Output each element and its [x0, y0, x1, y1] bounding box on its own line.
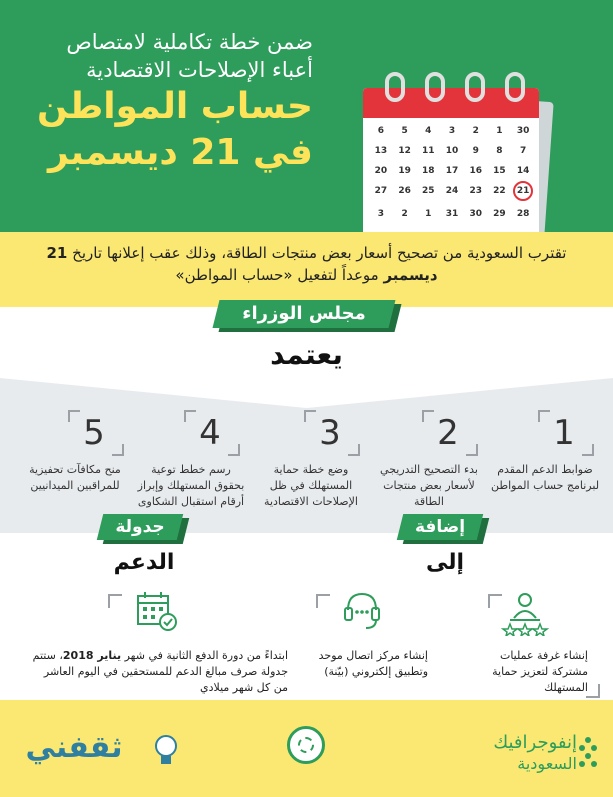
step-number: 4	[199, 413, 221, 453]
step-number-frame	[180, 410, 240, 456]
emblem-seal-icon	[287, 726, 325, 764]
intro-text	[20, 242, 593, 286]
header-title-2: في 21 ديسمبر	[47, 132, 313, 173]
addition-label: إضافة	[414, 517, 466, 537]
calendar-day: 7	[520, 146, 527, 156]
calendar-ring-icon	[385, 72, 405, 102]
intro-band	[0, 232, 613, 307]
calendar-day: 26	[398, 186, 411, 196]
calendar-day: 16	[469, 166, 482, 176]
step-number-frame	[534, 410, 594, 456]
brand-line-1: إنفوجرافيك	[493, 732, 577, 753]
emblem-inner	[298, 737, 314, 753]
step-text: منح مكافآت تحفيزية للمراقبين الميدانيين	[29, 463, 121, 492]
team-stars-icon	[500, 592, 550, 636]
calendar-illustration	[363, 68, 543, 232]
brand-logo	[493, 732, 577, 774]
calendar-day: 30	[516, 126, 530, 136]
calendar-day: 11	[422, 146, 435, 156]
step-2	[374, 410, 484, 510]
calendar-day: 8	[496, 146, 503, 156]
calendar-day: 21	[513, 181, 533, 201]
calendar-check-icon	[134, 590, 178, 632]
calendar-ring-icon	[465, 72, 485, 102]
header-title-1: حساب المواطن	[36, 86, 313, 127]
watermark-logo: ثقفني	[25, 730, 123, 765]
header-line-1: ضمن خطة تكاملية لامتصاص	[66, 30, 313, 54]
step-3	[256, 410, 366, 510]
header-band	[0, 0, 613, 232]
calendar-day: 3	[448, 126, 456, 136]
step-text: ضوابط الدعم المقدم لبرنامج حساب المواطن	[490, 463, 600, 492]
schedule-label: جدولة	[115, 517, 165, 537]
calendar-day: 9	[472, 146, 479, 156]
calendar-grid	[369, 124, 535, 221]
step-number: 3	[319, 413, 341, 453]
to-heading: إلى	[425, 550, 465, 575]
header-text	[13, 28, 313, 176]
frame-corner	[316, 594, 330, 608]
frame-corner	[586, 684, 600, 698]
calendar-day: 5	[401, 126, 408, 136]
calendar-day: 28	[516, 209, 530, 219]
brand-line-2: السعودية	[517, 754, 577, 773]
council-label: مجلس الوزراء	[242, 303, 366, 324]
calendar-day: 3	[377, 209, 384, 219]
intro-date: 21 ديسمبر	[46, 244, 438, 284]
support-heading: الدعم	[113, 550, 175, 575]
schedule-month: يناير 2018	[62, 649, 122, 662]
calendar-day: 27	[374, 186, 388, 196]
schedule-text-part1: ابتداءً من دورة الدفع الثانية في شهر	[121, 649, 288, 662]
calendar-day: 14	[516, 166, 530, 176]
call-center-text: إنشاء مركز اتصال موحد وتطبيق إلكتروني (بيّنة)	[318, 649, 428, 678]
step-number: 1	[553, 413, 575, 453]
schedule-text	[30, 648, 288, 696]
step-number-frame	[418, 410, 478, 456]
step-1	[490, 410, 600, 494]
calendar-ring-icon	[425, 72, 445, 102]
step-number: 5	[83, 413, 105, 453]
calendar-day: 1	[496, 126, 503, 136]
calendar-day: 2	[472, 126, 479, 136]
schedule-text-part2: ، ستتم جدولة صرف مبالغ الدعم للمستحقين في اليوم العاشر من كل شهر ميلادي	[32, 649, 288, 694]
step-number: 2	[437, 413, 459, 453]
calendar-day: 20	[374, 166, 388, 176]
intro-text-part2: موعداً لتفعيل «حساب المواطن»	[175, 266, 384, 284]
lightbulb-icon	[152, 732, 180, 768]
calendar-day: 18	[422, 166, 435, 176]
headset-icon	[340, 588, 384, 632]
calendar-day: 19	[398, 166, 411, 176]
calendar-day: 13	[374, 146, 388, 156]
calendar-day: 6	[377, 126, 384, 136]
calendar-day: 15	[493, 166, 506, 176]
calendar-day: 23	[469, 186, 482, 196]
calendar-ring-icon	[505, 72, 525, 102]
step-text: رسم خطط توعية بحقوق المستهلك وإبراز أرقام استقبال الشكاوى	[137, 463, 245, 508]
brand-dots-icon	[578, 736, 598, 770]
calendar-day: 22	[493, 186, 506, 196]
intro-text-part1: تقترب السعودية من تصحيح أسعار بعض منتجات الطاقة، وذلك عقب إعلانها تاريخ	[67, 244, 567, 262]
calendar-day: 4	[425, 126, 432, 136]
step-text: وضع خطة حماية المستهلك في ظل الإصلاحات الاقتصادية	[264, 463, 358, 508]
calendar-day: 24	[445, 186, 459, 196]
calendar-day: 2	[401, 209, 408, 219]
calendar-day: 1	[425, 209, 432, 219]
step-4	[136, 410, 246, 510]
calendar-day: 31	[445, 209, 459, 219]
step-5	[20, 410, 130, 494]
frame-corner	[108, 594, 122, 608]
header-line-2: أعباء الإصلاحات الاقتصادية	[86, 58, 313, 82]
calendar-day: 10	[445, 146, 459, 156]
calendar-day: 30	[469, 209, 482, 219]
council-ribbon	[0, 300, 613, 330]
adopts-heading: يعتمد	[270, 338, 343, 371]
calendar-day: 29	[493, 209, 506, 219]
calendar-day: 12	[398, 146, 411, 156]
step-text: بدء التصحيح التدريجي لأسعار بعض منتجات الطاقة	[380, 463, 478, 508]
operations-room-text: إنشاء غرفة عمليات مشتركة لتعزيز حماية المستهلك	[492, 649, 588, 694]
calendar-day: 25	[422, 186, 435, 196]
step-number-frame	[64, 410, 124, 456]
calendar-day: 17	[445, 166, 459, 176]
step-number-frame	[300, 410, 360, 456]
